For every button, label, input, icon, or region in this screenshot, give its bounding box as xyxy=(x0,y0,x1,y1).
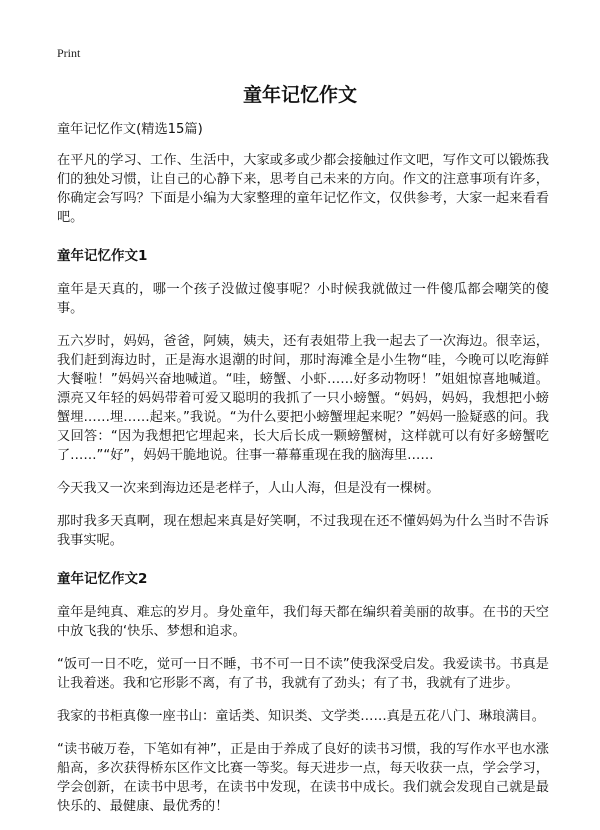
intro-paragraph: 在平凡的学习、工作、生活中，大家或多或少都会接触过作文吧，写作文可以锻炼我们的独处习惯，让自己的心静下来，思考自己未来的方向。作文的注意事项有许多，你确定会写吗？下面是小编为大家整理的童年记忆作文，仅供参考，大家一起来看看吧。 xyxy=(57,153,549,225)
print-link[interactable]: Print xyxy=(57,46,81,60)
section-paragraph: 童年是纯真、难忘的岁月。身处童年，我们每天都在编织着美丽的故事。在书的天空中放飞我的‘快乐、梦想和追求。 xyxy=(57,605,549,639)
section-paragraph: 童年是天真的，哪一个孩子没做过傻事呢？小时候我就做过一件傻瓜都会嘲笑的傻事。 xyxy=(57,282,549,316)
page-title: 童年记忆作文 xyxy=(242,84,357,106)
section-paragraph: “饭可一日不吃，觉可一日不睡，书不可一日不读”使我深受启发。我爱读书。书真是让我着迷。我和它形影不离，有了书，我就有了劲头；有了书，我就有了进步。 xyxy=(57,657,549,691)
section-paragraph: 今天我又一次来到海边还是老样子，人山人海，但是没有一棵树。 xyxy=(57,481,440,496)
article-body xyxy=(57,120,549,830)
section-heading: 童年记忆作文1 xyxy=(57,248,148,264)
section-paragraph: 那时我多天真啊，现在想起来真是好笑啊，不过我现在还不懂妈妈为什么当时不告诉我事实呢。 xyxy=(57,514,549,548)
section-paragraph: 我家的书柜真像一座书山：童话类、知识类、文学类……真是五花八门、琳琅满目。 xyxy=(57,709,545,724)
section-paragraph: “读书破万卷，下笔如有神”，正是由于养成了良好的读书习惯，我的写作水平也水涨船高，多次获得桥东区作文比赛一等奖。每天进步一点，每天收获一点，学会学习，学会创新，在读书中思考，在读书中发现，在读书中成长。我们就会发现自己就是最快乐的、最健康、最优秀的！ xyxy=(57,742,549,814)
section-heading: 童年记忆作文2 xyxy=(57,571,148,587)
section-paragraph: 五六岁时，妈妈，爸爸，阿姨，姨夫，还有表姐带上我一起去了一次海边。很幸运，我们赶到海边时，正是海水退潮的时间，那时海滩全是小生物“哇，今晚可以吃海鲜大餐啦！”妈妈兴奋地喊道。“哇，螃蟹、小虾……好多动物呀！”姐姐惊喜地喊道。漂亮又年轻的妈妈带着可爱又聪明的我抓了一只小螃蟹。“妈妈，妈妈，我想把小螃蟹埋……埋……起来。”我说。“为什么要把小螃蟹埋起来呢？”妈妈一脸疑惑的问。我又回答：“因为我想把它埋起来，长大后长成一颗螃蟹树，这样就可以有好多螃蟹吃了……”“好”，妈妈干脆地说。往事一幕幕重现在我的脑海里…… xyxy=(57,334,549,463)
article-subtitle: 童年记忆作文(精选15篇) xyxy=(57,122,203,137)
